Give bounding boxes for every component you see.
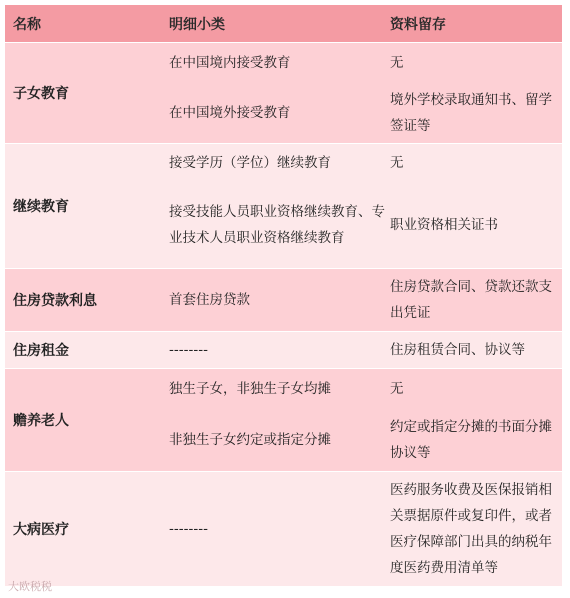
table-row (5, 42, 562, 143)
detail-cell: 独生子女，非独生子女均摊 (169, 380, 331, 397)
row-name: 继续教育 (13, 199, 69, 215)
deduction-table (5, 5, 562, 586)
detail-cell: 接受技能人员职业资格继续教育、专业技术人员职业资格继续教育 (169, 203, 385, 246)
detail-cell: 在中国境外接受教育 (169, 104, 291, 121)
docs-cell: 境外学校录取通知书、留学签证等 (390, 91, 552, 134)
header-detail: 明细小类 (169, 16, 225, 33)
docs-cell: 职业资格相关证书 (390, 216, 498, 233)
docs-cell: 无 (390, 154, 404, 171)
detail-cell: -------- (169, 342, 208, 358)
detail-cell: -------- (169, 521, 208, 537)
docs-cell: 医药服务收费及医保报销相关票据原件或复印件，或者医疗保障部门出具的纳税年度医药费用清单等 (390, 482, 552, 576)
row-name: 赡养老人 (13, 413, 69, 429)
detail-cell: 接受学历（学位）继续教育 (169, 154, 331, 171)
table-header (5, 5, 562, 42)
docs-cell: 无 (390, 54, 404, 71)
watermark: 大欧税税 (8, 580, 52, 593)
table-row (5, 368, 562, 471)
table-row (5, 143, 562, 268)
header-name: 名称 (13, 16, 41, 33)
detail-cell: 非独生子女约定或指定分摊 (169, 431, 331, 448)
table-row (5, 471, 562, 586)
table-row (5, 331, 562, 368)
row-name: 住房贷款利息 (13, 293, 97, 309)
row-name: 大病医疗 (13, 522, 69, 538)
docs-cell: 住房租赁合同、协议等 (390, 342, 525, 358)
docs-cell: 约定或指定分摊的书面分摊协议等 (390, 418, 552, 461)
row-name: 住房租金 (13, 343, 69, 359)
header-docs: 资料留存 (390, 16, 446, 33)
table-row (5, 268, 562, 331)
row-name: 子女教育 (13, 86, 69, 102)
detail-cell: 首套住房贷款 (169, 292, 250, 308)
docs-cell: 无 (390, 380, 404, 397)
docs-cell: 住房贷款合同、贷款还款支出凭证 (390, 279, 552, 321)
detail-cell: 在中国境内接受教育 (169, 54, 291, 71)
